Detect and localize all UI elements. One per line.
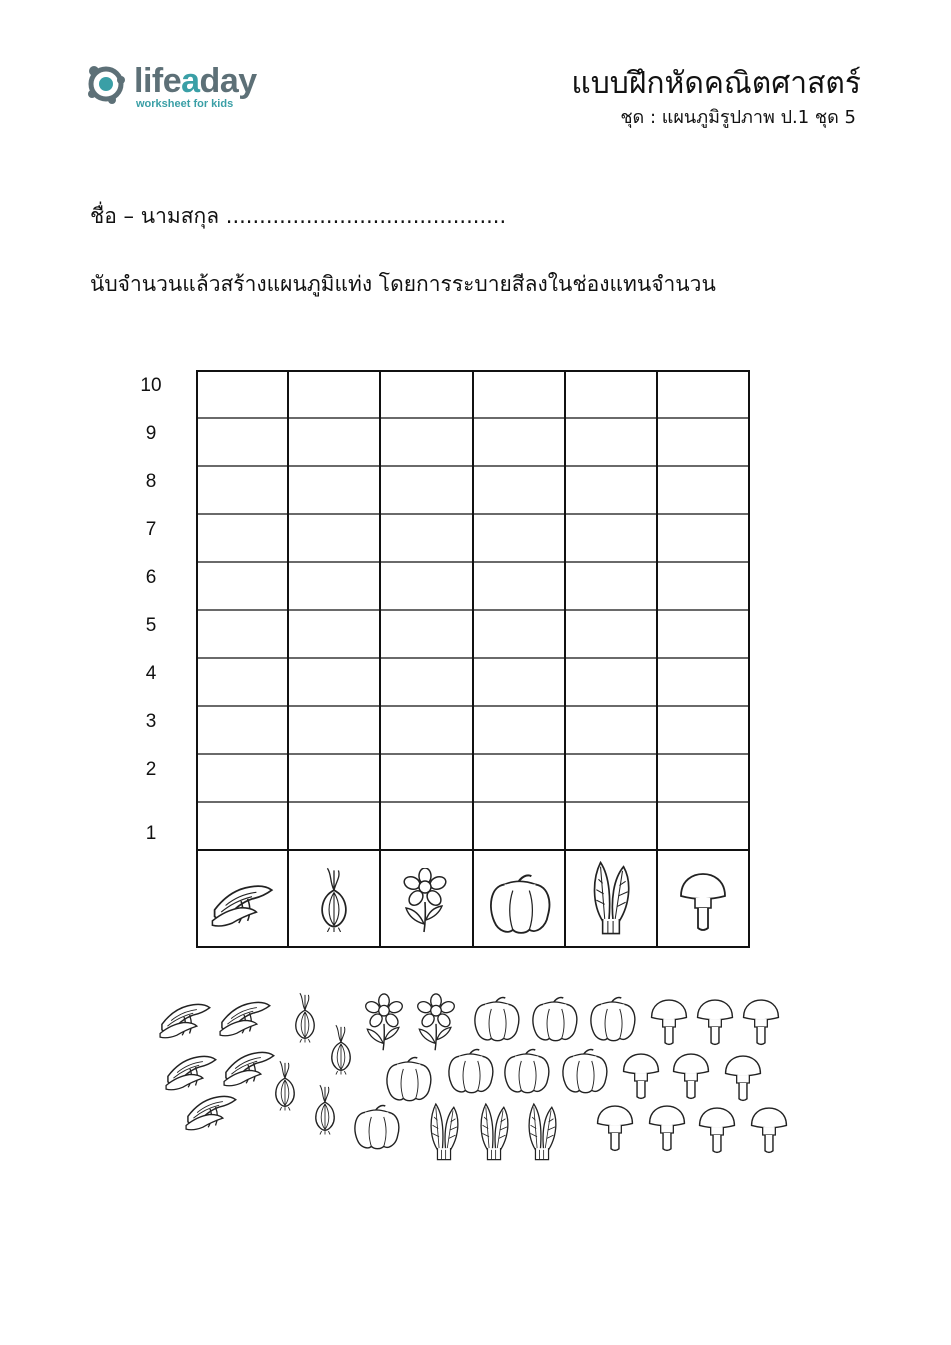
worksheet-subtitle: ชุด : แผนภูมิรูปภาพ ป.1 ชุด 5	[620, 107, 856, 128]
worksheet-title: แบบฝึกหัดคณิตศาสตร์	[571, 66, 861, 101]
y-tick-label: 10	[140, 375, 162, 396]
onion-icon	[332, 1025, 350, 1074]
mushroom-icon	[674, 1054, 709, 1098]
bok-choy-icon	[431, 1104, 458, 1160]
mushroom-icon	[652, 1000, 687, 1044]
mushroom-icon	[698, 1000, 733, 1044]
y-tick-label: 6	[145, 567, 157, 588]
onion-icon	[316, 1085, 334, 1134]
oyster-mushroom-icon	[160, 1004, 210, 1037]
y-tick-label: 2	[145, 759, 157, 780]
oyster-mushroom-icon	[166, 1056, 216, 1089]
mushroom-icon	[624, 1054, 659, 1098]
oyster-mushroom-icon	[224, 1052, 274, 1085]
logo-molecule-icon	[82, 60, 130, 108]
y-tick-label: 8	[145, 471, 157, 492]
items-to-count	[150, 985, 800, 1170]
y-tick-label: 3	[145, 711, 157, 732]
bar-chart-grid[interactable]	[196, 370, 750, 948]
y-tick-label: 4	[145, 663, 157, 684]
logo-tagline: worksheet for kids	[136, 98, 234, 110]
logo-wordmark: lifeaday	[134, 62, 257, 100]
bell-pepper-icon	[449, 1050, 493, 1093]
grid-cells[interactable]	[196, 370, 750, 948]
instruction-text: นับจำนวนแล้วสร้างแผนภูมิแท่ง โดยการระบายสีลงในช่องแทนจำนวน	[90, 272, 716, 296]
onion-icon	[296, 993, 314, 1042]
bell-pepper-icon	[563, 1050, 607, 1093]
flower-icon	[364, 994, 404, 1050]
bell-pepper-icon	[591, 998, 635, 1041]
bok-choy-icon	[481, 1104, 508, 1160]
mushroom-icon	[752, 1108, 787, 1152]
lifeaday-logo	[82, 60, 282, 120]
student-name-line[interactable]: ชื่อ – นามสกุล ..........................................	[90, 204, 507, 228]
bell-pepper-icon	[533, 998, 577, 1041]
flower-icon	[416, 994, 456, 1050]
y-tick-label: 5	[145, 615, 157, 636]
onion-icon	[276, 1061, 294, 1110]
mushroom-icon	[650, 1106, 685, 1150]
oyster-mushroom-icon	[186, 1096, 236, 1129]
bell-pepper-icon	[475, 998, 519, 1041]
bok-choy-icon	[529, 1104, 556, 1160]
mushroom-icon	[700, 1108, 735, 1152]
bell-pepper-icon	[505, 1050, 549, 1093]
oyster-mushroom-icon	[220, 1002, 270, 1035]
y-tick-label: 7	[145, 519, 157, 540]
mushroom-icon	[726, 1056, 761, 1100]
y-tick-label: 1	[145, 823, 157, 844]
y-tick-label: 9	[145, 423, 157, 444]
mushroom-icon	[598, 1106, 633, 1150]
mushroom-icon	[744, 1000, 779, 1044]
bell-pepper-icon	[387, 1058, 431, 1101]
bell-pepper-icon	[355, 1106, 399, 1149]
